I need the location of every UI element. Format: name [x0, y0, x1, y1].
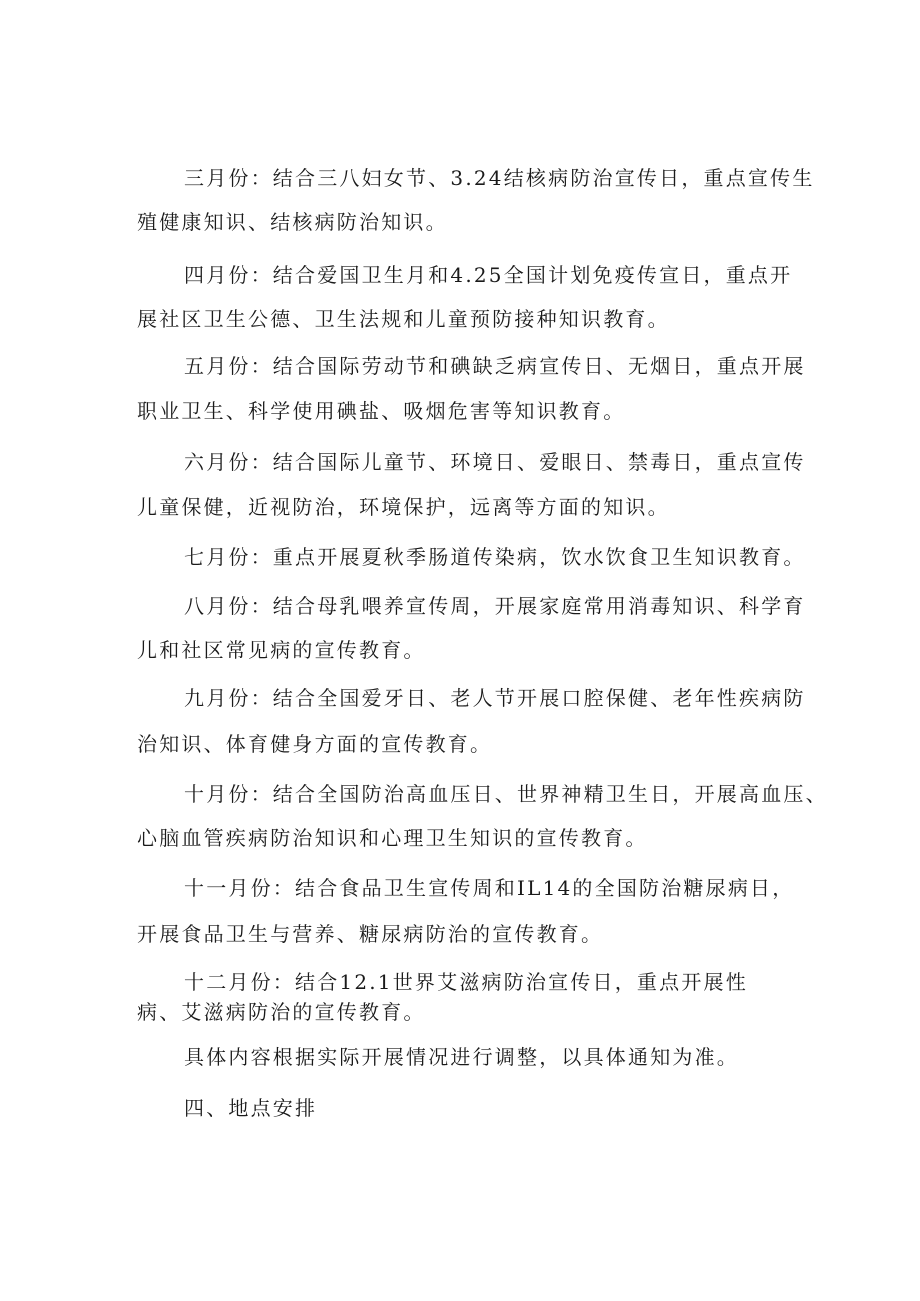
text-line: 殖健康知识、结核病防治知识。 — [137, 210, 448, 234]
text-line: 具体内容根据实际开展情况进行调整，以具体通知为准。 — [184, 1045, 739, 1069]
text-line: 职业卫生、科学使用碘盐、吸烟危害等知识教育。 — [137, 399, 626, 423]
text-line: 六月份：结合国际儿童节、环境日、爱眼日、禁毒日，重点宣传 — [184, 450, 806, 474]
text-line: 八月份：结合母乳喂养宣传周，开展家庭常用消毒知识、科学育 — [184, 594, 806, 618]
text-line: 十一月份：结合食品卫生宣传周和IL14的全国防治糖尿病日， — [184, 876, 795, 900]
text-line: 病、艾滋病防治的宣传教育。 — [137, 1000, 426, 1024]
text-line: 心脑血管疾病防治知识和心理卫生知识的宣传教育。 — [137, 826, 648, 850]
text-line: 四月份：结合爱国卫生月和4.25全国计划免疫传宣日，重点开 — [184, 263, 793, 287]
text-line: 展社区卫生公德、卫生法规和儿童预防接种知识教育。 — [137, 307, 670, 331]
text-line: 三月份：结合三八妇女节、3.24结核病防治宣传日，重点宣传生 — [184, 166, 815, 190]
text-line: 十二月份：结合12.1世界艾滋病防治宣传日，重点开展性 — [184, 970, 748, 994]
text-line: 开展食品卫生与营养、糖尿病防治的宣传教育。 — [137, 922, 604, 946]
text-line: 七月份：重点开展夏秋季肠道传染病，饮水饮食卫生知识教育。 — [184, 545, 806, 569]
text-line: 儿童保健，近视防治，环境保护，远离等方面的知识。 — [137, 495, 670, 519]
text-line: 十月份：结合全国防治高血压日、世界神精卫生日，开展高血压、 — [184, 782, 828, 806]
text-line: 治知识、体育健身方面的宣传教育。 — [137, 732, 493, 756]
section-heading: 四、地点安排 — [184, 1096, 318, 1120]
text-line: 儿和社区常见病的宣传教育。 — [137, 638, 426, 662]
text-line: 五月份：结合国际劳动节和碘缺乏病宣传日、无烟日，重点开展 — [184, 354, 806, 378]
text-line: 九月份：结合全国爱牙日、老人节开展口腔保健、老年性疾病防 — [184, 686, 806, 710]
